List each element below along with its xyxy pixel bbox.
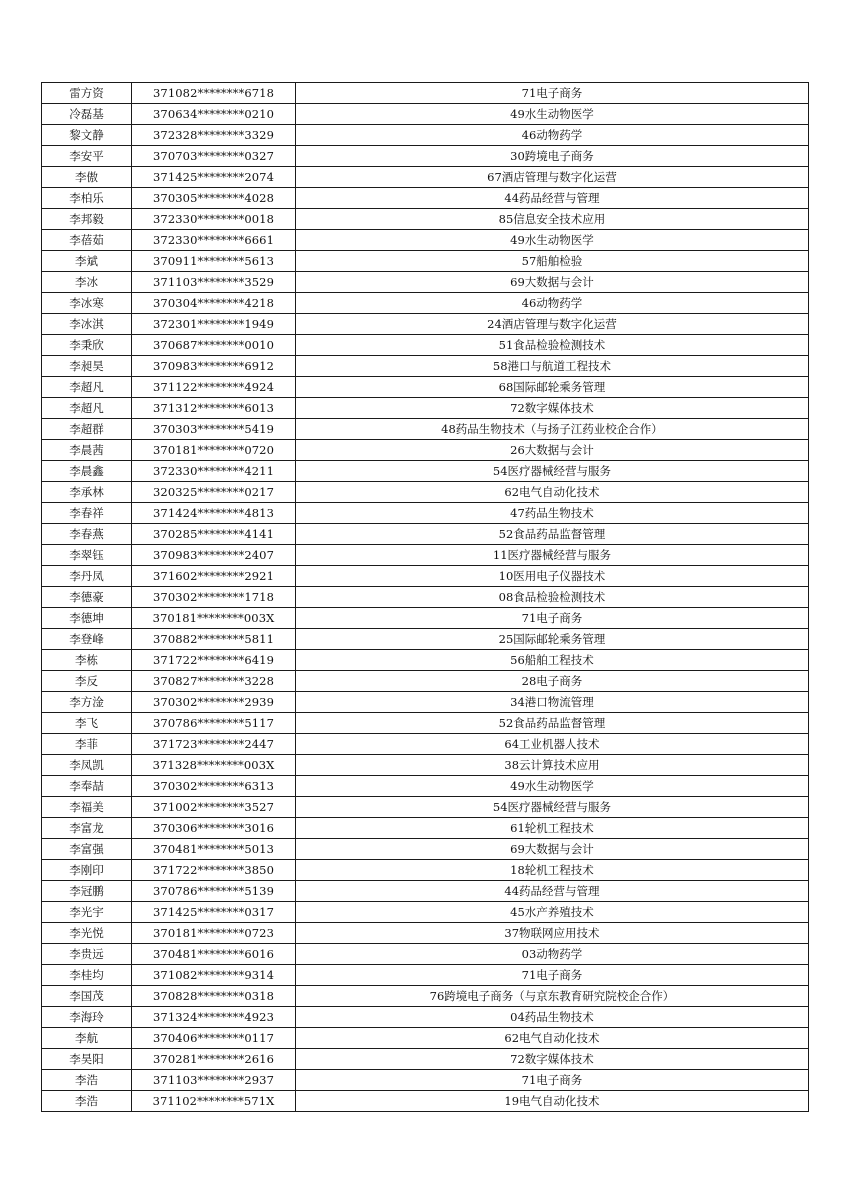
student-name-cell: 李光悦 xyxy=(42,923,132,944)
major-cell: 62电气自动化技术 xyxy=(296,1028,809,1049)
id-number-cell: 372328********3329 xyxy=(132,125,296,146)
id-number-cell: 370302********6313 xyxy=(132,776,296,797)
id-number-cell: 370281********2616 xyxy=(132,1049,296,1070)
table-row xyxy=(42,398,809,419)
major-cell: 54医疗器械经营与服务 xyxy=(296,797,809,818)
student-name-cell: 李超群 xyxy=(42,419,132,440)
id-number-cell: 370786********5139 xyxy=(132,881,296,902)
table-row xyxy=(42,629,809,650)
major-cell: 72数字媒体技术 xyxy=(296,398,809,419)
major-cell: 34港口物流管理 xyxy=(296,692,809,713)
major-cell: 68国际邮轮乘务管理 xyxy=(296,377,809,398)
student-name-cell: 李登峰 xyxy=(42,629,132,650)
student-name-cell: 李昶昊 xyxy=(42,356,132,377)
id-number-cell: 370303********5419 xyxy=(132,419,296,440)
student-name-cell: 李超凡 xyxy=(42,377,132,398)
student-name-cell: 李春燕 xyxy=(42,524,132,545)
student-name-cell: 李晨鑫 xyxy=(42,461,132,482)
id-number-cell: 370481********6016 xyxy=(132,944,296,965)
major-cell: 04药品生物技术 xyxy=(296,1007,809,1028)
student-name-cell: 李冰 xyxy=(42,272,132,293)
id-number-cell: 371102********571X xyxy=(132,1091,296,1112)
student-name-cell: 李浩 xyxy=(42,1070,132,1091)
student-name-cell: 李昊阳 xyxy=(42,1049,132,1070)
id-number-cell: 371722********3850 xyxy=(132,860,296,881)
major-cell: 38云计算技术应用 xyxy=(296,755,809,776)
major-cell: 25国际邮轮乘务管理 xyxy=(296,629,809,650)
student-name-cell: 李光宇 xyxy=(42,902,132,923)
major-cell: 49水生动物医学 xyxy=(296,776,809,797)
student-name-cell: 黎文静 xyxy=(42,125,132,146)
id-number-cell: 371424********4813 xyxy=(132,503,296,524)
major-cell: 11医疗器械经营与服务 xyxy=(296,545,809,566)
major-cell: 64工业机器人技术 xyxy=(296,734,809,755)
id-number-cell: 370786********5117 xyxy=(132,713,296,734)
student-name-cell: 李凤凯 xyxy=(42,755,132,776)
major-cell: 24酒店管理与数字化运营 xyxy=(296,314,809,335)
table-row xyxy=(42,356,809,377)
major-cell: 08食品检验检测技术 xyxy=(296,587,809,608)
major-cell: 54医疗器械经营与服务 xyxy=(296,461,809,482)
student-name-cell: 李桂均 xyxy=(42,965,132,986)
table-row xyxy=(42,755,809,776)
table-row xyxy=(42,482,809,503)
table-row xyxy=(42,776,809,797)
table-row xyxy=(42,692,809,713)
id-number-cell: 370302********1718 xyxy=(132,587,296,608)
student-name-cell: 李海玲 xyxy=(42,1007,132,1028)
id-number-cell: 371103********3529 xyxy=(132,272,296,293)
major-cell: 56船舶工程技术 xyxy=(296,650,809,671)
major-cell: 30跨境电子商务 xyxy=(296,146,809,167)
table-row xyxy=(42,818,809,839)
id-number-cell: 371103********2937 xyxy=(132,1070,296,1091)
major-cell: 85信息安全技术应用 xyxy=(296,209,809,230)
major-cell: 49水生动物医学 xyxy=(296,104,809,125)
major-cell: 58港口与航道工程技术 xyxy=(296,356,809,377)
major-cell: 52食品药品监督管理 xyxy=(296,524,809,545)
id-number-cell: 370983********2407 xyxy=(132,545,296,566)
id-number-cell: 370285********4141 xyxy=(132,524,296,545)
table-row xyxy=(42,944,809,965)
major-cell: 37物联网应用技术 xyxy=(296,923,809,944)
student-name-cell: 冷磊基 xyxy=(42,104,132,125)
table-row xyxy=(42,797,809,818)
id-number-cell: 371324********4923 xyxy=(132,1007,296,1028)
table-row xyxy=(42,545,809,566)
major-cell: 62电气自动化技术 xyxy=(296,482,809,503)
major-cell: 52食品药品监督管理 xyxy=(296,713,809,734)
major-cell: 57船舶检验 xyxy=(296,251,809,272)
student-name-cell: 李飞 xyxy=(42,713,132,734)
id-number-cell: 370828********0318 xyxy=(132,986,296,1007)
student-name-cell: 李冰淇 xyxy=(42,314,132,335)
major-cell: 72数字媒体技术 xyxy=(296,1049,809,1070)
id-number-cell: 370181********003X xyxy=(132,608,296,629)
table-row xyxy=(42,1091,809,1112)
major-cell: 46动物药学 xyxy=(296,293,809,314)
major-cell: 71电子商务 xyxy=(296,1070,809,1091)
major-cell: 67酒店管理与数字化运营 xyxy=(296,167,809,188)
major-cell: 69大数据与会计 xyxy=(296,839,809,860)
major-cell: 49水生动物医学 xyxy=(296,230,809,251)
student-name-cell: 李蓓茹 xyxy=(42,230,132,251)
major-cell: 47药品生物技术 xyxy=(296,503,809,524)
table-row xyxy=(42,923,809,944)
student-name-cell: 李奉喆 xyxy=(42,776,132,797)
id-number-cell: 370306********3016 xyxy=(132,818,296,839)
table-row xyxy=(42,566,809,587)
id-number-cell: 371312********6013 xyxy=(132,398,296,419)
student-name-cell: 李冠鹏 xyxy=(42,881,132,902)
id-number-cell: 371425********2074 xyxy=(132,167,296,188)
table-row xyxy=(42,377,809,398)
student-name-cell: 李航 xyxy=(42,1028,132,1049)
table-row xyxy=(42,965,809,986)
id-number-cell: 371425********0317 xyxy=(132,902,296,923)
table-row xyxy=(42,419,809,440)
student-name-cell: 李德豪 xyxy=(42,587,132,608)
table-row xyxy=(42,503,809,524)
id-number-cell: 370181********0720 xyxy=(132,440,296,461)
table-row xyxy=(42,608,809,629)
id-number-cell: 371122********4924 xyxy=(132,377,296,398)
id-number-cell: 370687********0010 xyxy=(132,335,296,356)
student-name-cell: 李方淦 xyxy=(42,692,132,713)
major-cell: 48药品生物技术（与扬子江药业校企合作） xyxy=(296,419,809,440)
table-row xyxy=(42,230,809,251)
student-name-cell: 李富龙 xyxy=(42,818,132,839)
student-name-cell: 李翠钰 xyxy=(42,545,132,566)
table-row xyxy=(42,881,809,902)
student-name-cell: 李国茂 xyxy=(42,986,132,1007)
major-cell: 19电气自动化技术 xyxy=(296,1091,809,1112)
major-cell: 69大数据与会计 xyxy=(296,272,809,293)
table-row xyxy=(42,986,809,1007)
student-name-cell: 李反 xyxy=(42,671,132,692)
id-number-cell: 370983********6912 xyxy=(132,356,296,377)
table-row xyxy=(42,272,809,293)
student-name-cell: 李浩 xyxy=(42,1091,132,1112)
table-row xyxy=(42,1028,809,1049)
id-number-cell: 371723********2447 xyxy=(132,734,296,755)
major-cell: 03动物药学 xyxy=(296,944,809,965)
table-row xyxy=(42,1007,809,1028)
id-number-cell: 371082********9314 xyxy=(132,965,296,986)
table-row xyxy=(42,167,809,188)
table-row xyxy=(42,251,809,272)
student-name-cell: 李春祥 xyxy=(42,503,132,524)
student-name-cell: 李德坤 xyxy=(42,608,132,629)
student-name-cell: 李邦毅 xyxy=(42,209,132,230)
major-cell: 61轮机工程技术 xyxy=(296,818,809,839)
student-name-cell: 李安平 xyxy=(42,146,132,167)
table-row xyxy=(42,524,809,545)
table-row xyxy=(42,839,809,860)
major-cell: 28电子商务 xyxy=(296,671,809,692)
id-number-cell: 372330********6661 xyxy=(132,230,296,251)
student-name-cell: 李秉欣 xyxy=(42,335,132,356)
table-row xyxy=(42,314,809,335)
student-name-cell: 李刚印 xyxy=(42,860,132,881)
table-row xyxy=(42,713,809,734)
student-name-cell: 李福美 xyxy=(42,797,132,818)
table-row xyxy=(42,587,809,608)
table-row xyxy=(42,146,809,167)
table-row xyxy=(42,1049,809,1070)
table-row xyxy=(42,293,809,314)
roster-sheet xyxy=(41,82,808,1112)
id-number-cell: 370911********5613 xyxy=(132,251,296,272)
table-row xyxy=(42,860,809,881)
table-row xyxy=(42,734,809,755)
id-number-cell: 370302********2939 xyxy=(132,692,296,713)
student-name-cell: 雷方资 xyxy=(42,83,132,104)
major-cell: 45水产养殖技术 xyxy=(296,902,809,923)
id-number-cell: 371328********003X xyxy=(132,755,296,776)
major-cell: 10医用电子仪器技术 xyxy=(296,566,809,587)
table-row xyxy=(42,188,809,209)
id-number-cell: 370481********5013 xyxy=(132,839,296,860)
id-number-cell: 320325********0217 xyxy=(132,482,296,503)
table-row xyxy=(42,125,809,146)
table-row xyxy=(42,209,809,230)
id-number-cell: 370305********4028 xyxy=(132,188,296,209)
id-number-cell: 371082********6718 xyxy=(132,83,296,104)
student-name-cell: 李晨茜 xyxy=(42,440,132,461)
major-cell: 26大数据与会计 xyxy=(296,440,809,461)
roster-body xyxy=(42,83,809,1112)
student-name-cell: 李贵远 xyxy=(42,944,132,965)
id-number-cell: 370406********0117 xyxy=(132,1028,296,1049)
student-name-cell: 李柏乐 xyxy=(42,188,132,209)
student-name-cell: 李丹凤 xyxy=(42,566,132,587)
id-number-cell: 372301********1949 xyxy=(132,314,296,335)
major-cell: 71电子商务 xyxy=(296,83,809,104)
major-cell: 51食品检验检测技术 xyxy=(296,335,809,356)
table-row xyxy=(42,671,809,692)
student-name-cell: 李傲 xyxy=(42,167,132,188)
table-row xyxy=(42,902,809,923)
id-number-cell: 371602********2921 xyxy=(132,566,296,587)
student-roster-table xyxy=(41,82,809,1112)
id-number-cell: 372330********0018 xyxy=(132,209,296,230)
id-number-cell: 372330********4211 xyxy=(132,461,296,482)
table-row xyxy=(42,650,809,671)
major-cell: 71电子商务 xyxy=(296,608,809,629)
student-name-cell: 李超凡 xyxy=(42,398,132,419)
student-name-cell: 李富强 xyxy=(42,839,132,860)
major-cell: 46动物药学 xyxy=(296,125,809,146)
table-row xyxy=(42,335,809,356)
id-number-cell: 370181********0723 xyxy=(132,923,296,944)
id-number-cell: 370304********4218 xyxy=(132,293,296,314)
major-cell: 71电子商务 xyxy=(296,965,809,986)
major-cell: 44药品经营与管理 xyxy=(296,881,809,902)
student-name-cell: 李斌 xyxy=(42,251,132,272)
table-row xyxy=(42,440,809,461)
id-number-cell: 370882********5811 xyxy=(132,629,296,650)
table-row xyxy=(42,104,809,125)
major-cell: 76跨境电子商务（与京东教育研究院校企合作） xyxy=(296,986,809,1007)
student-name-cell: 李冰寒 xyxy=(42,293,132,314)
student-name-cell: 李栋 xyxy=(42,650,132,671)
id-number-cell: 370827********3228 xyxy=(132,671,296,692)
table-row xyxy=(42,461,809,482)
student-name-cell: 李菲 xyxy=(42,734,132,755)
table-row xyxy=(42,1070,809,1091)
id-number-cell: 371722********6419 xyxy=(132,650,296,671)
major-cell: 18轮机工程技术 xyxy=(296,860,809,881)
id-number-cell: 370634********0210 xyxy=(132,104,296,125)
table-row xyxy=(42,83,809,104)
major-cell: 44药品经营与管理 xyxy=(296,188,809,209)
id-number-cell: 371002********3527 xyxy=(132,797,296,818)
id-number-cell: 370703********0327 xyxy=(132,146,296,167)
student-name-cell: 李承林 xyxy=(42,482,132,503)
